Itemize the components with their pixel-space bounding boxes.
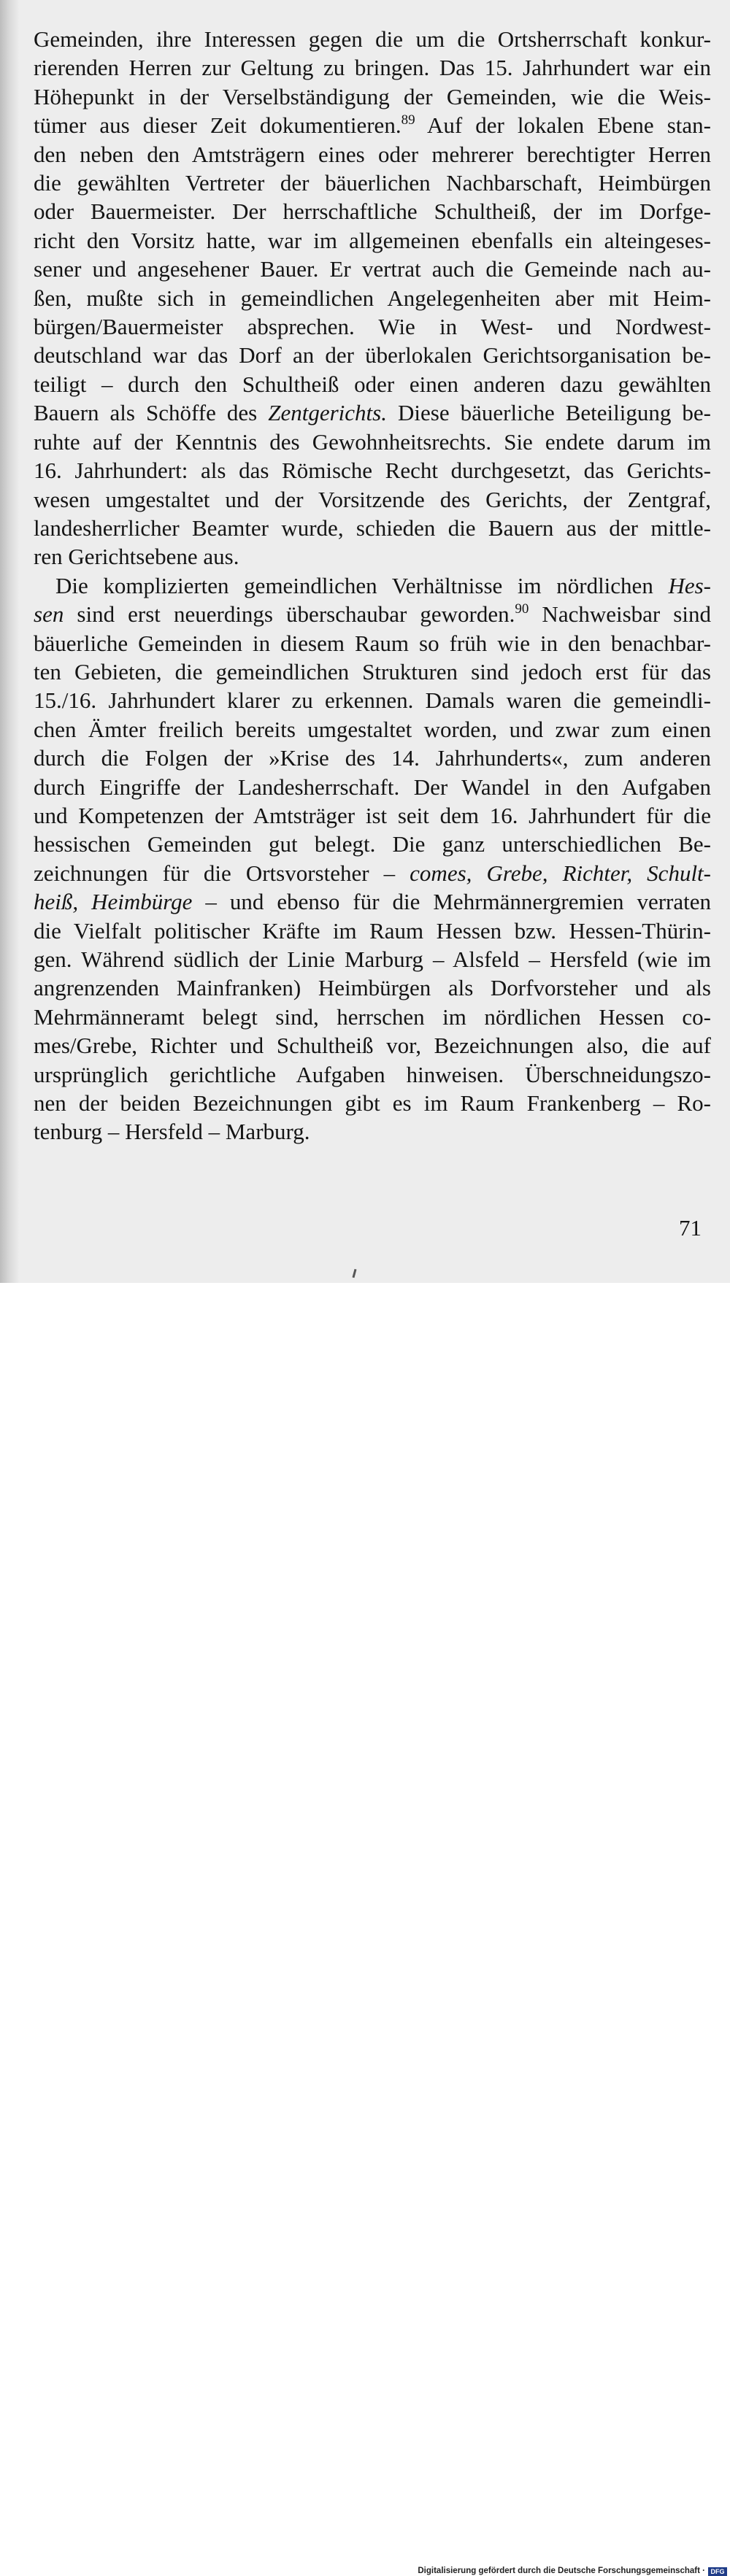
text-line [34,341,711,369]
text-line [34,226,711,255]
text-run: Höhepunkt in der Verselbständigung der Gemeinden, wie die Weis- [34,83,711,109]
text-run: – und ebenso für die Mehrmännergremien verraten [192,889,711,915]
text-run: Gemeinden, ihre Interessen gegen die um die Ortsherrschaft konkur- [34,26,711,52]
text-line [34,284,711,312]
text-run: Auf der lokalen Ebene stan- [415,112,712,139]
italic-term: sen [34,601,64,628]
text-run: tenburg – Hersfeld – Marburg. [34,1119,310,1145]
text-run: ten Gebieten, die gemeindlichen Strukturen sind jedoch erst für das [34,658,711,685]
scan-speck [352,1269,356,1278]
text-run: mes/Grebe, Richter und Schultheiß vor, Bezeichnungen also, die auf [34,1033,711,1059]
text-run: bäuerliche Gemeinden in diesem Raum so früh wie in den benachbar- [34,630,711,656]
italic-term: Hes- [668,572,711,598]
text-line [34,1089,711,1117]
text-run: gen. Während südlich der Linie Marburg – Alsfeld – Hersfeld (wie im [34,946,711,972]
text-line [34,82,711,111]
text-run: angrenzenden Mainfranken) Heimbürgen als Dorfvorsteher und als [34,975,711,1001]
text-run: zeichnungen für die Ortsvorsteher – [34,860,410,886]
text-run: durch die Folgen der »Krise des 14. Jahrhunderts«, zum anderen [34,745,711,771]
text-line [34,686,711,714]
text-line [34,744,711,772]
text-line [34,917,711,945]
text-line [34,1003,711,1031]
text-run: 15./16. Jahrhundert klarer zu erkennen. Damals waren die gemeindli- [34,687,711,714]
text-run: tümer aus dieser Zeit dokumentieren. [34,112,402,139]
text-line [34,1117,711,1146]
text-run: sener und angesehener Bauer. Er vertrat auch die Gemeinde nach au- [34,256,711,282]
text-run: nen der beiden Bezeichnungen gibt es im Raum Frankenberg – Ro- [34,1090,711,1117]
text-run: Die komplizierten gemeindlichen Verhältnisse im nördlichen [55,572,669,598]
text-line [34,485,711,514]
text-run: ruhte auf der Kenntnis des Gewohnheitsrechts. Sie endete darum im [34,428,711,455]
text-line [34,629,711,658]
text-line [34,398,711,427]
text-line [34,169,711,197]
text-run: oder Bauermeister. Der herrschaftliche Schultheiß, der im Dorfge- [34,198,711,225]
text-run: ren Gerichtsebene aus. [34,544,239,570]
footnote-marker: 89 [401,112,415,128]
text-line [34,973,711,1002]
text-run: richt den Vorsitz hatte, war im allgemeinen ebenfalls ein alteingeses- [34,227,711,253]
text-line [34,25,711,53]
text-line [34,456,711,485]
funding-note: Digitalisierung gefördert durch die Deutsche Forschungsgemeinschaft · [418,2567,705,2575]
text-line [34,53,711,82]
text-line [34,715,711,744]
text-run: rierenden Herren zur Geltung zu bringen. Das 15. Jahrhundert war ein [34,55,711,81]
text-run: ursprünglich gerichtliche Aufgaben hinweisen. Überschneidungszo- [34,1061,711,1087]
text-run: bürgen/Bauermeister absprechen. Wie in West- und Nordwest- [34,314,711,340]
text-run: teiligt – durch den Schultheiß oder einen anderen dazu gewählten [34,371,711,397]
text-run: Diese bäuerliche Beteiligung be- [386,400,711,426]
text-line [34,1060,711,1089]
text-line [34,514,711,542]
text-run: die gewählten Vertreter der bäuerlichen Nachbarschaft, Heimbürgen [34,170,711,196]
text-run: und Kompetenzen der Amtsträger ist seit dem 16. Jahrhundert für die [34,802,711,828]
text-line [34,773,711,801]
text-run: landesherrlicher Beamter wurde, schieden die Bauern aus der mittle- [34,514,711,541]
text-line [34,542,711,571]
text-line [34,140,711,169]
text-run: sind erst neuerdings überschaubar geworden. [64,601,515,628]
page-number: 71 [679,1215,702,1241]
body-text [34,25,711,1146]
text-line [34,887,711,916]
text-line [34,859,711,887]
text-run: die Vielfalt politischer Kräfte im Raum Hessen bzw. Hessen-Thürin- [34,917,711,944]
digitization-footer [0,1283,730,2575]
text-run: 16. Jahrhundert: als das Römische Recht durchgesetzt, das Gerichts- [34,458,711,484]
text-line [34,255,711,283]
text-line [34,945,711,973]
text-line [34,312,711,341]
text-line [34,571,711,600]
text-line [34,600,711,628]
text-line [34,1031,711,1060]
book-gutter-shadow [0,0,19,1295]
dfg-logo-icon: DFG [708,2567,727,2576]
text-line [34,658,711,686]
text-run: wesen umgestaltet und der Vorsitzende des Gerichts, der Zentgraf, [34,486,711,512]
text-run: deutschland war das Dorf an der überlokalen Gerichtsorganisation be- [34,342,711,369]
text-run: hessischen Gemeinden gut belegt. Die ganz unterschiedlichen Be- [34,831,711,857]
text-line [34,197,711,225]
text-line [34,830,711,858]
text-run: den neben den Amtsträgern eines oder mehrerer berechtigter Herren [34,141,711,167]
text-line [34,428,711,456]
text-run: ßen, mußte sich in gemeindlichen Angelegenheiten aber mit Heim- [34,285,711,311]
text-run: Nachweisbar sind [529,601,711,628]
text-line [34,801,711,830]
footnote-marker: 90 [515,601,529,617]
text-run: durch Eingriffe der Landesherrschaft. Der Wandel in den Aufgaben [34,774,711,800]
italic-term: heiß, Heimbürge [34,889,193,915]
italic-term: comes, Grebe, Richter, Schult- [410,860,711,886]
text-line [34,111,711,139]
italic-term: Zentgerichts. [268,400,387,426]
text-run: Bauern als Schöffe des [34,400,269,426]
text-run: chen Ämter freilich bereits umgestaltet worden, und zwar zum einen [34,716,711,742]
text-run: Mehrmänneramt belegt sind, herrschen im nördlichen Hessen co- [34,1003,711,1030]
text-line [34,370,711,398]
